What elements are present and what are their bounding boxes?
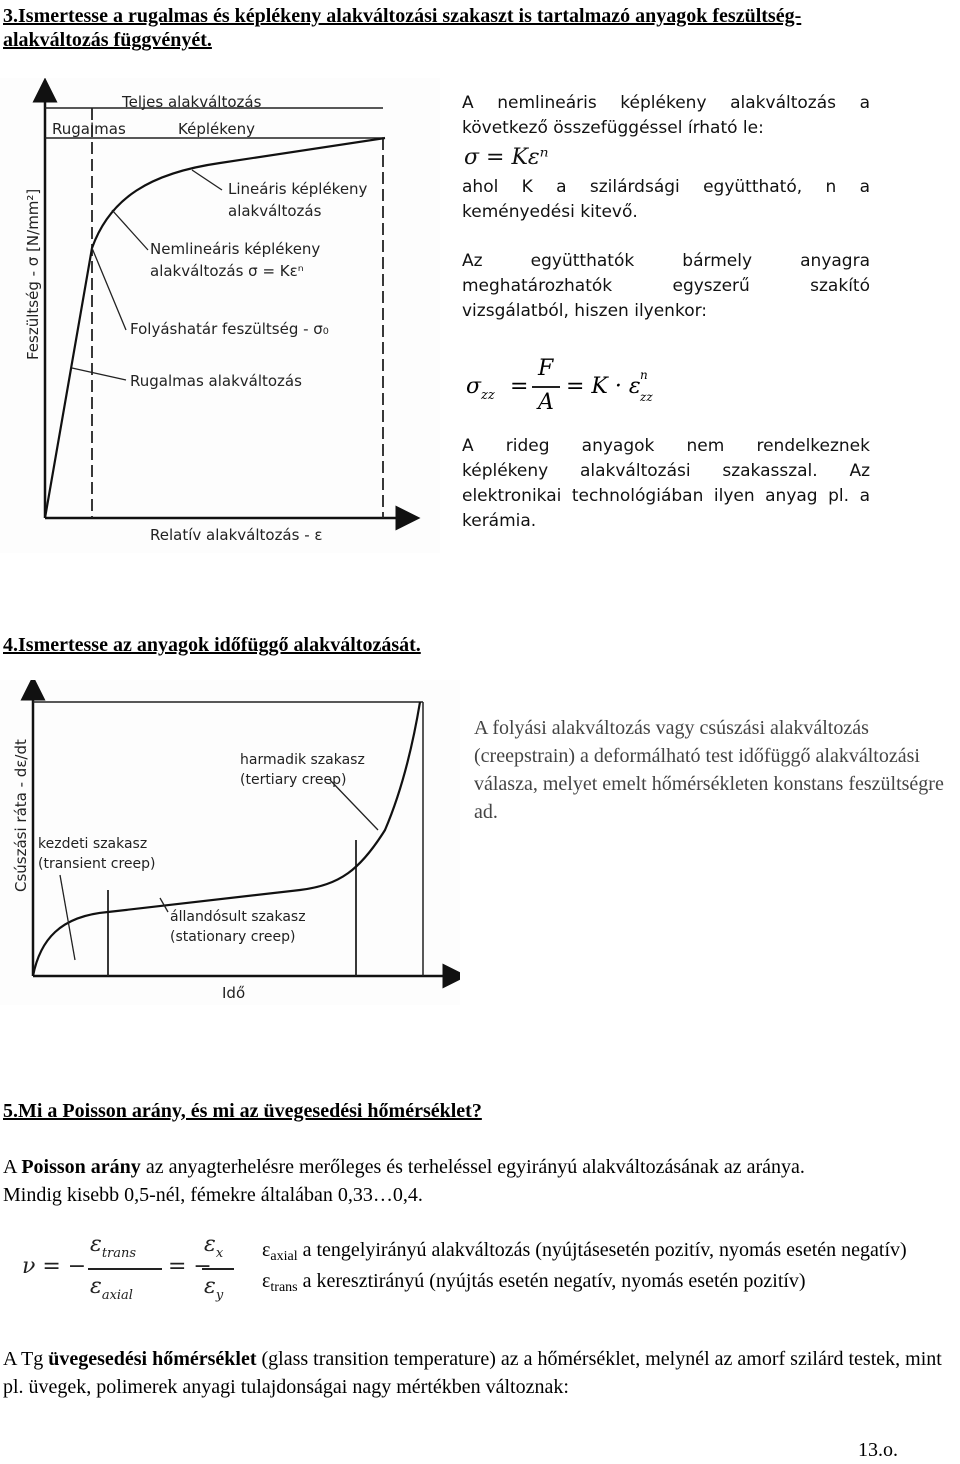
section5-p2: Mindig kisebb 0,5-nél, fémekre általában 0,33…0,4. [3,1184,423,1206]
label-rugalmas: Rugalmas [52,120,126,138]
p1-pre: A [3,1156,22,1178]
side-formula2 [466,356,726,420]
poisson-definitions [262,1236,957,1298]
poisson-eq2: = − [168,1254,212,1279]
creep-label-harmadik2: (tertiary creep) [240,772,347,788]
section5-p1 [3,1153,960,1181]
creep-y-axis-label: Csúszási ráta - dε/dt [12,739,30,892]
p3-pre: A Tg [3,1348,49,1370]
side-formula1: σ = Kεⁿ [464,145,549,170]
p1-bold: Poisson arány [21,1156,141,1178]
section5-heading: 5.Mi a Poisson arány, és mi az üvegesedési hőmérséklet? [3,1100,482,1122]
creep-pointer-transient [60,875,75,960]
side-p4-line3: elektronikai technológiában ilyen anyag pl. a [462,486,870,506]
formula2-rhs-sub: zz [640,390,653,404]
section3-heading [3,4,953,52]
pointer-yield [92,248,126,330]
creep-x-axis-label: Idő [222,984,246,1002]
side-p3-line3: vizsgálatból, hiszen ilyenkor: [462,301,708,321]
label-nemlinearis1: Nemlineáris képlékeny [150,240,321,258]
p1-post: az anyagterhelésre merőleges és terheléssel egyirányú alakváltozásának az aránya. [140,1156,805,1178]
side-p1-line2: következő összefüggéssel írható le: [462,118,764,138]
def-trans: $\varepsilon_{trans}$ a keresztirányú (nyújtás esetén negatív, nyomás esetén pozitív) [262,1270,806,1295]
stress-strain-figure [0,78,440,553]
p3-bold: üvegesedési hőmérséklet [48,1348,257,1370]
creep-label-kezdeti1: kezdeti szakasz [38,836,148,852]
section3-side-text [462,91,870,324]
formula2-rhs-sup: n [640,368,648,382]
label-nemlinearis2: alakváltozás σ = Kεⁿ [150,262,304,280]
poisson-den1: $\varepsilon_{axial}$ [90,1274,133,1303]
section4-heading: 4.Ismertesse az anyagok időfüggő alakváltozását. [3,634,421,656]
formula2-rhs: = K · ε [566,374,641,399]
pointer-nonlinear [112,210,148,250]
poisson-num1: $\varepsilon_{trans}$ [90,1232,137,1261]
side-p3-line1: Az együtthatók bármely anyagra [462,251,870,271]
side-p2-line2: keményedési kitevő. [462,202,638,222]
def-axial: $\varepsilon_{axial}$ a tengelyirányú alakváltozás (nyújtásesetén pozitív, nyomás esetén negatív) [262,1239,907,1264]
side-p1-line1: A nemlineáris képlékeny alakváltozás a [462,93,870,113]
stress-strain-svg [0,78,440,553]
poisson-nu: ν = − [22,1254,87,1279]
creep-label-kezdeti2: (transient creep) [38,856,156,872]
section5-p3 [3,1345,953,1401]
poisson-den2: $\varepsilon_y$ [204,1274,224,1303]
label-teljes: Teljes alakváltozás [122,93,262,111]
label-linearis1: Lineáris képlékeny [228,180,368,198]
creep-label-harmadik1: harmadik szakasz [240,752,365,768]
section3-heading-line1: 3.Ismertesse a rugalmas és képlékeny alakváltozási szakaszt is tartalmazó anyagok feszültség- [3,5,802,27]
formula2-eq1: = [510,374,529,399]
formula2-num: F [538,356,554,381]
side-p4-line2: képlékeny alakváltozási szakasszal. Az [462,461,870,481]
poisson-num2: $\varepsilon_x$ [204,1232,224,1261]
poisson-bar2 [202,1268,234,1270]
creep-figure [0,680,460,1005]
side-p4-line1: A rideg anyagok nem rendelkeznek [462,436,870,456]
formula2-den: A [538,390,554,415]
poisson-formula [18,1232,240,1308]
poisson-bar1 [88,1268,162,1270]
label-rugalmas-alak: Rugalmas alakváltozás [130,372,302,390]
page-number: 13.o. [858,1439,898,1461]
section4-paragraph: A folyási alakváltozás vagy csúszási alakváltozás (creepstrain) a deformálható test időfüggő alakváltozási válasza, melyet emelt hőmérsékleten konstans feszültségre ad. [474,717,944,823]
y-axis-label: Feszültség - σ [N/mm²] [24,188,42,360]
section3-side-text-bottom [462,434,870,534]
side-p4-line4: kerámia. [462,511,537,531]
label-folyashatar: Folyáshatár feszültség - σ₀ [130,320,329,338]
formula2-fraction-bar [532,386,560,388]
creep-label-allando2: (stationary creep) [170,929,296,945]
side-p3-line2: meghatározhatók egyszerű szakító [462,276,870,296]
label-keplekeny: Képlékeny [178,120,255,138]
p3-post: (glass transition temperature) az a hőmérséklet, melynél az amorf szilárd testek, mint pl. üvegek, polimerek anyagi tulajdonságai nagy mértékben változnak: [3,1348,942,1398]
side-p2-line1: ahol K a szilárdsági együttható, n a [462,177,870,197]
pointer-elastic [72,368,126,380]
section3-heading-line2: alakváltozás függvényét. [3,29,212,51]
creep-svg [0,680,460,1005]
formula2-lhs: $\sigma_{zz}$ [466,374,495,403]
creep-label-allando1: állandósult szakasz [170,909,306,925]
x-axis-label: Relatív alakváltozás - ε [150,526,323,544]
pointer-linear [192,170,222,190]
label-linearis2: alakváltozás [228,202,322,220]
